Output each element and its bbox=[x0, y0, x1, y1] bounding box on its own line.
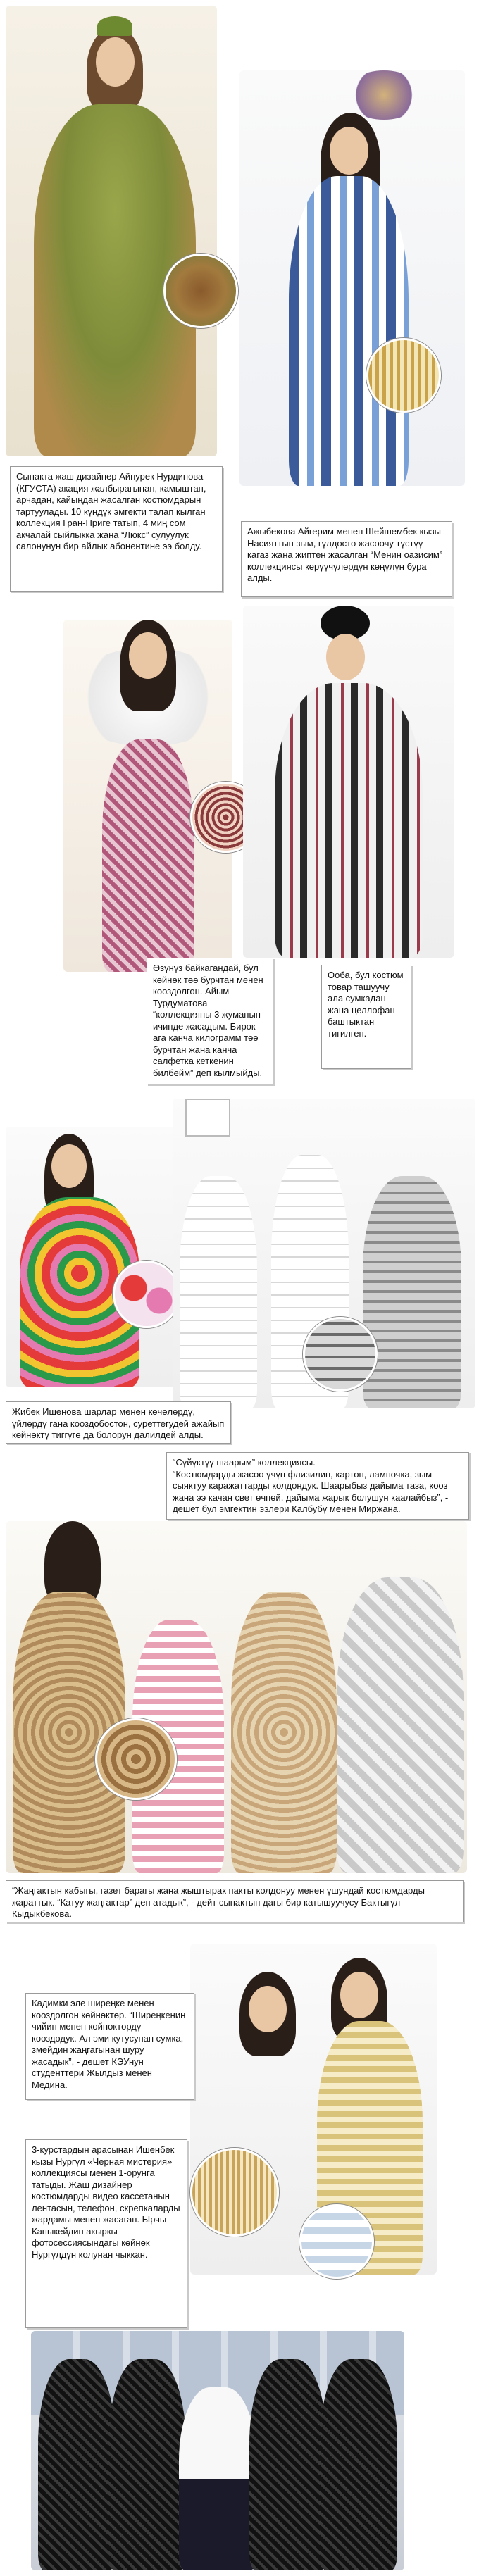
caption-bag-dress bbox=[321, 965, 411, 1069]
house-hat bbox=[185, 1099, 230, 1137]
caption-text: 3-курстардын арасынан Ишенбек кызы Нургүл «Черная мистерия» коллекциясы менен 1-орунга татыды. Жаш дизайнер костюмдарды видео кассетанын лентасын, телефон, скрепкаларды жардамы менен жасаган. Ырчы Каныкейдин акыркы фотосессиясындагы көйнөк Нургүлдүн колунан чыккан. bbox=[32, 2144, 180, 2260]
model-face bbox=[96, 37, 135, 87]
caption-text: Ооба, бул костюм товар ташуучу ала сумкадан жана целлофан баштыктан тигилген. bbox=[328, 970, 404, 1039]
leaf-hair-ornament bbox=[97, 16, 132, 36]
photo-paper-dress bbox=[240, 70, 465, 486]
black-dress-1 bbox=[38, 2359, 116, 2570]
caption-paper-dress bbox=[241, 521, 452, 597]
zoom-detail-matchboxes bbox=[299, 2204, 374, 2279]
zoom-detail-balloons bbox=[113, 1261, 180, 1328]
pepper-dress bbox=[102, 739, 194, 972]
black-dress-4 bbox=[320, 2359, 397, 2570]
model-face bbox=[340, 1972, 378, 2018]
walnut-dress-2 bbox=[231, 1592, 337, 1873]
model-face bbox=[51, 1144, 87, 1188]
caption-text: Сынакта жаш дизайнер Айнурек Нурдинова (КГУСТА) акация жалбырагынан, камыштан, арчадан, кайыңдан жасалган костюмдарын тартуулады. 10 күндүк эмгекти талап кылган коллекция Гран-Приге татып, 4 миң сом акчалай сыйлыкка жана “Люкс” сулуулук салонунун бир айлык абонентине ээ болду. bbox=[16, 471, 206, 551]
caption-matchstick-dresses bbox=[25, 1993, 194, 2100]
photo-black-mystery bbox=[31, 2331, 404, 2570]
bag-dress bbox=[275, 683, 423, 958]
photo-bag-dress bbox=[243, 606, 454, 958]
caption-text: Жибек Ишенова шарлар менен көчөлөрдү, үйлөрдү гана кооздобостон, суреттегудей ажайып көйнөктү тиггүгө да болорун далилдей алды. bbox=[12, 1406, 225, 1440]
model-face bbox=[330, 127, 368, 175]
city-dress-3 bbox=[363, 1176, 461, 1408]
paper-dress bbox=[289, 176, 409, 486]
caption-leaf-dress bbox=[10, 466, 223, 592]
caption-text: Өзүнүз байкагандай, бул көйнөк төө бурчтан менен кооздолгон. Айым Турдуматова “коллекцияны 3 жуманын ичинде жасадым. Бирок ага канча килограмм төө бурчтан жана канча салфетка кеткенин билбейм” деп кылмыйды. bbox=[153, 963, 263, 1078]
zoom-detail-coil bbox=[366, 338, 441, 413]
newspaper-dress bbox=[337, 1577, 464, 1873]
caption-text: “Сүйүктүү шаарым” коллекциясы. “Костюмдарды жасоо үчүн флизилин, картон, лампочка, зым сыяктуу каражаттарды колдондук. Шаарыбыз дайыма таза, кооз жана ээ качан свет өчпөй, дайыма жарык болушун каалайбыз”, - дешет бул эмгектин ээлери Калбубү менен Миржана. bbox=[173, 1457, 449, 1514]
black-dress-2 bbox=[108, 2359, 186, 2570]
model-face bbox=[326, 634, 365, 680]
photo-walnut-collection bbox=[6, 1521, 467, 1873]
caption-pepper-dress bbox=[147, 958, 273, 1084]
model-face bbox=[249, 1986, 287, 2032]
zoom-detail-matches bbox=[190, 2148, 279, 2237]
caption-city-collection bbox=[166, 1452, 469, 1520]
caption-black-mystery bbox=[25, 2139, 187, 2328]
zoom-detail-walnut bbox=[95, 1718, 177, 1800]
model-face bbox=[129, 632, 167, 679]
black-dress-3 bbox=[249, 2359, 327, 2570]
white-blouse-model bbox=[179, 2387, 256, 2570]
caption-text: Кадимки эле ширеңке менен кооздолгон көйнөктөр. “Ширеңкенин чийин менен көйнөктөрдү кооздодук. Ал эми кутусунан сумка, змейдин жаңгагынан шуру жасадык”, - дешет КЭУнун студенттери Жылдыз менен Медина. bbox=[32, 1998, 186, 2090]
zoom-detail-pinecone bbox=[163, 254, 238, 328]
wire-hat bbox=[345, 70, 423, 120]
caption-walnut-collection bbox=[6, 1880, 464, 1922]
city-dress-1 bbox=[180, 1176, 257, 1408]
zoom-detail-bulbs bbox=[303, 1317, 378, 1392]
caption-text: Ажыбекова Айгерим менен Шейшембек кызы Насияттын зым, гүлдөстө жасоочу түстүү кагаз жана жиптен жасалган “Менин оазисим” коллекциясы көрүүчүлөрдүн көңүлүн бура алды. bbox=[247, 526, 443, 583]
caption-balloon-dress bbox=[6, 1401, 231, 1444]
caption-text: “Жаңгактын кабыгы, газет барагы жана жыштырак пакты колдонуу менен үшундай костюмдарды жараттык. “Катуу жаңгактар” деп атадык”, - дейт сынактын дагы бир катышуучусу Бактыгүл Кыдыкбекова. bbox=[12, 1885, 425, 1919]
photo-leaf-dress bbox=[6, 6, 217, 456]
photo-balloon-dress bbox=[6, 1127, 175, 1387]
